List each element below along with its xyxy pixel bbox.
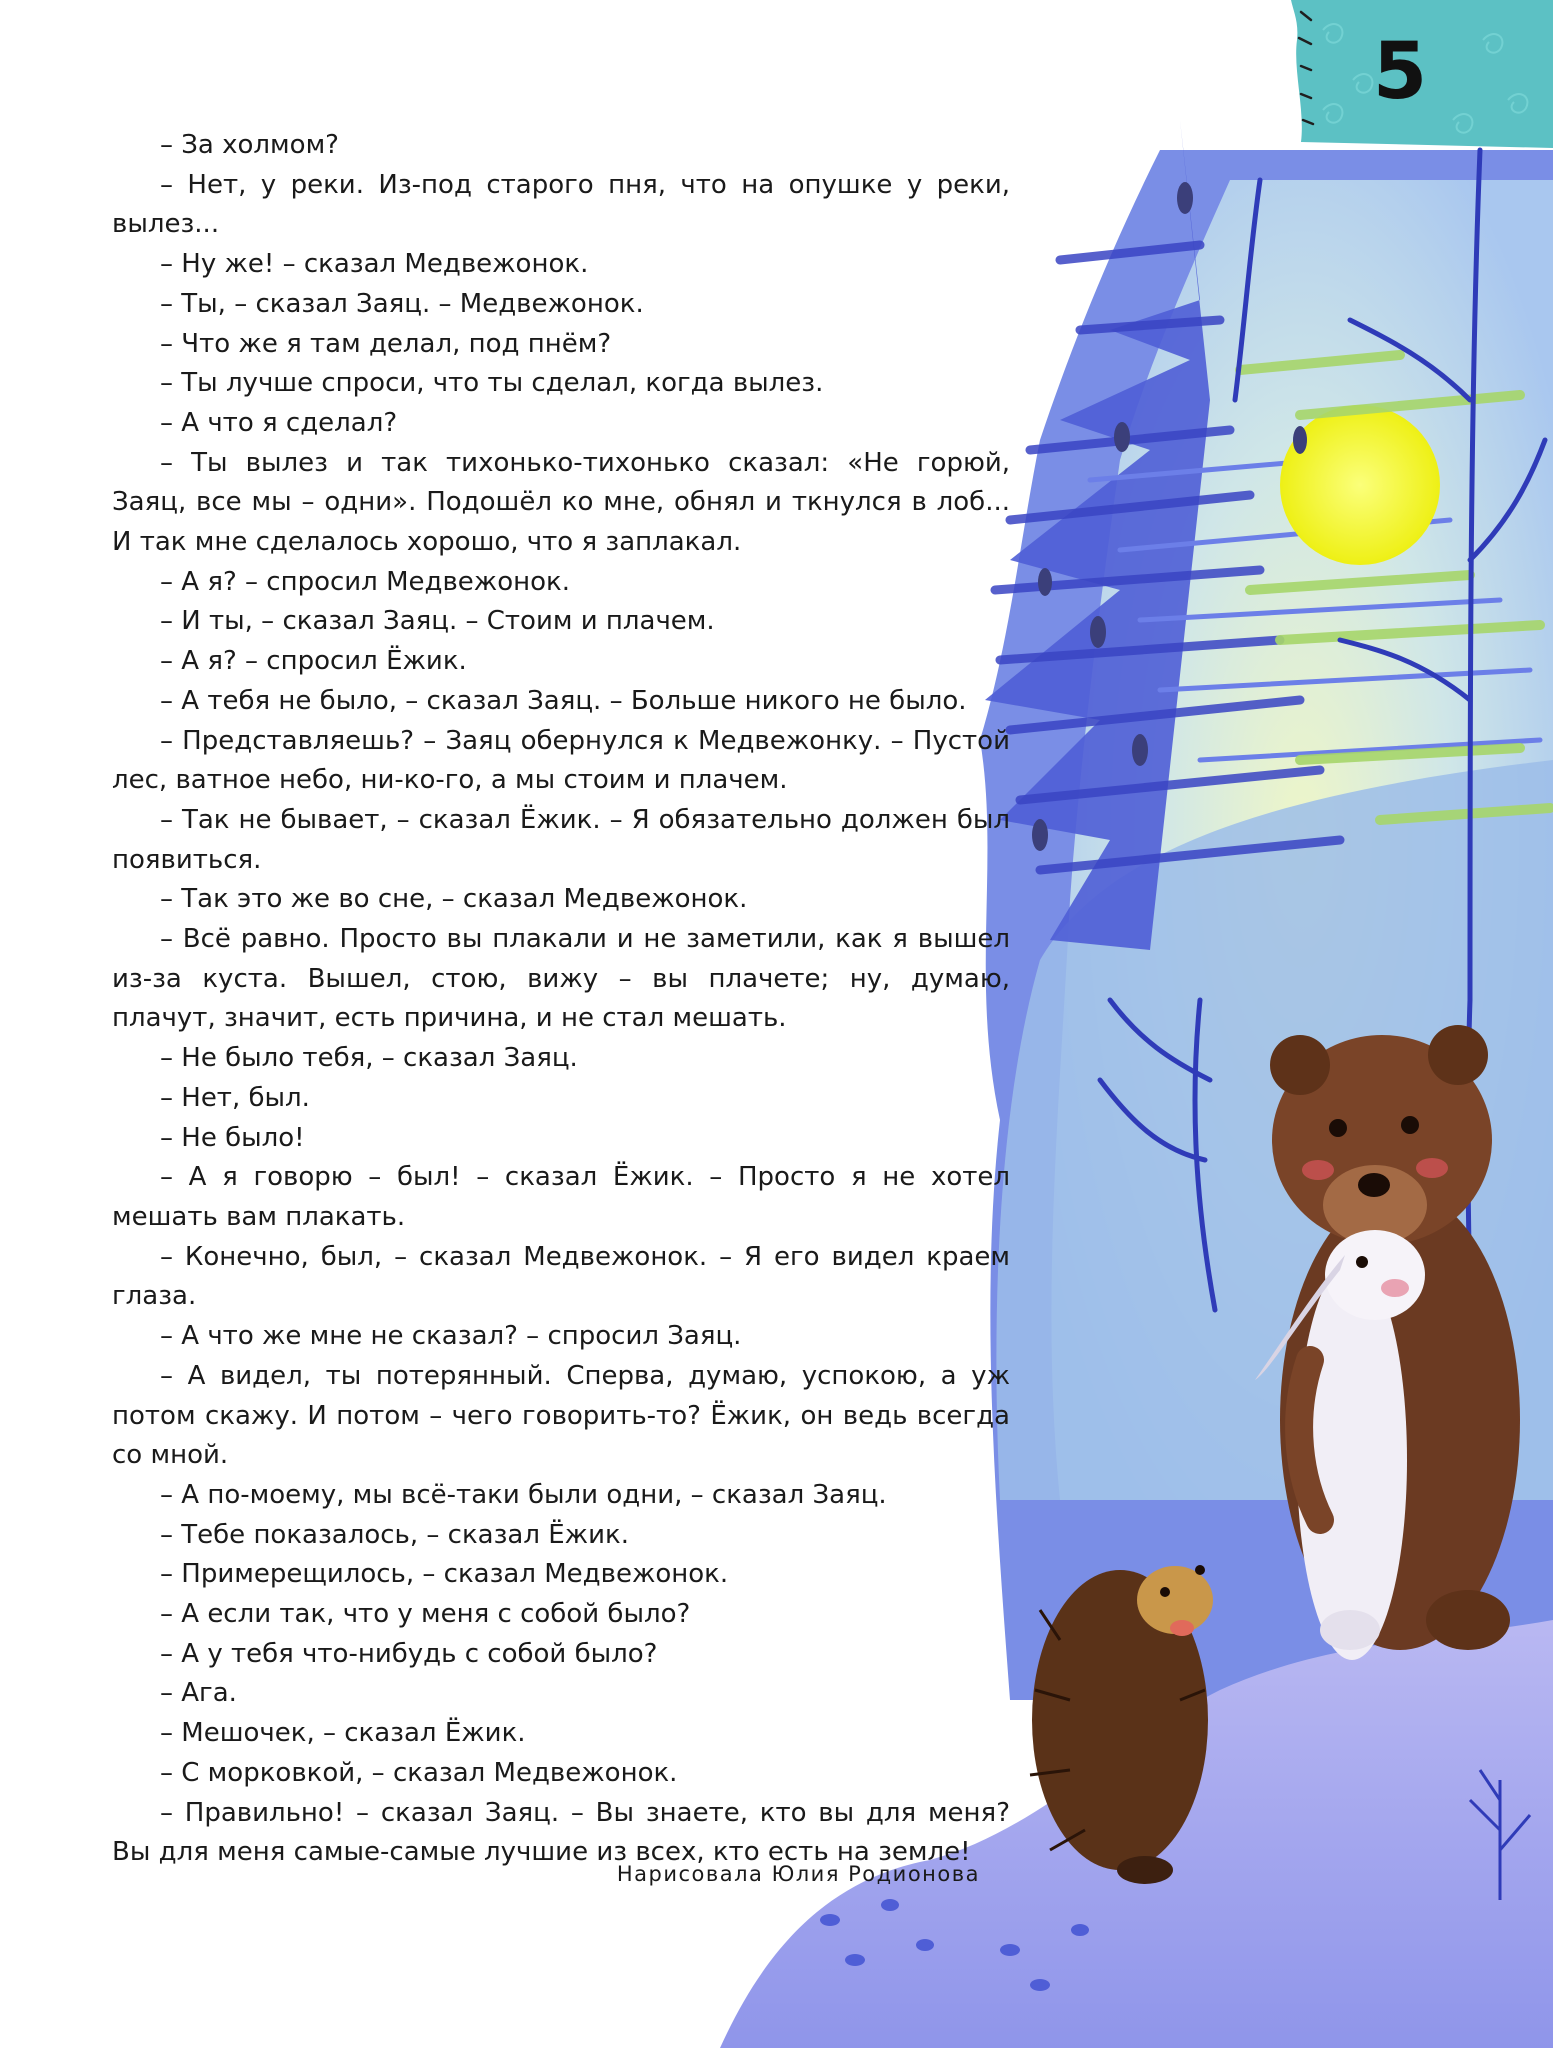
paragraph: – Тебе показалось, – сказал Ёжик. xyxy=(160,1519,629,1550)
paragraph: – А что я сделал? xyxy=(160,407,398,438)
paragraph: – А я говорю – был! – сказал Ёжик. – Просто я не хотел мешать вам плакать. xyxy=(112,1162,1010,1232)
paragraph: – Нет, у реки. Из-под старого пня, что на опушке у реки, вылез... xyxy=(112,169,1010,240)
paragraph: – Не было! xyxy=(160,1122,305,1153)
paragraph: – Ты лучше спроси, что ты сделал, когда вылез. xyxy=(160,368,824,399)
paragraph: – Представляешь? – Заяц обернулся к Медвежонку. – Пустой лес, ватное небо, ни-ко-го, а мы стоим и плачем. xyxy=(112,725,1010,796)
paragraph: – Примерещилось, – сказал Медвежонок. xyxy=(160,1559,729,1590)
paragraph: – Так не бывает, – сказал Ёжик. – Я обязательно должен был появиться. xyxy=(112,804,1010,875)
paragraph: – Ты, – сказал Заяц. – Медвежонок. xyxy=(160,288,644,319)
page-number: 5 xyxy=(1372,27,1428,117)
paragraph: – А что же мне не сказал? – спросил Заяц. xyxy=(160,1321,742,1352)
paragraph: – Ага. xyxy=(160,1678,237,1709)
paragraph: – И ты, – сказал Заяц. – Стоим и плачем. xyxy=(160,606,715,637)
paragraph: – Конечно, был, – сказал Медвежонок. – Я его видел краем глаза. xyxy=(112,1241,1010,1312)
paragraph: – Правильно! – сказал Заяц. – Вы знаете, кто вы для меня? Вы для меня самые-самые лучшие из всех, кто есть на земле! xyxy=(112,1797,1010,1868)
paragraph: – Ты вылез и так тихонько-тихонько сказал: «Не горюй, Заяц, все мы – одни». Подошёл ко мне, обнял и ткнулся в лоб... И так мне сделалось хорошо, что я заплакал. xyxy=(112,447,1010,558)
paragraph: – А если так, что у меня с собой было? xyxy=(160,1599,691,1630)
paragraph: – А тебя не было, – сказал Заяц. – Больше никого не было. xyxy=(160,685,967,716)
paragraph: – А у тебя что-нибудь с собой было? xyxy=(160,1638,658,1669)
paragraph: – Мешочек, – сказал Ёжик. xyxy=(160,1718,526,1749)
paragraph: – А видел, ты потерянный. Сперва, думаю, успокою, а уж потом скажу. И потом – чего говорить-то? Ёжик, он ведь всегда со мной. xyxy=(112,1360,1010,1471)
paragraph: – Ну же! – сказал Медвежонок. xyxy=(160,249,589,280)
paragraph: – Что же я там делал, под пнём? xyxy=(160,328,612,359)
story-text xyxy=(112,126,1010,1873)
paragraph: – С морковкой, – сказал Медвежонок. xyxy=(160,1757,678,1788)
illustrator-credit: Нарисовала Юлия Родионова xyxy=(616,1862,980,1886)
paragraph: – За холмом? xyxy=(160,130,339,160)
paragraph: – А я? – спросил Медвежонок. xyxy=(160,566,570,597)
paragraph: – Не было тебя, – сказал Заяц. xyxy=(160,1043,578,1074)
paragraph: – Всё равно. Просто вы плакали и не заметили, как я вышел из-за куста. Вышел, стою, вижу – вы плачете; ну, думаю, плачут, значит, есть причина, и не стал мешать. xyxy=(112,924,1010,1034)
paragraph: – А по-моему, мы всё-таки были одни, – сказал Заяц. xyxy=(160,1479,887,1510)
paragraph: – Так это же во сне, – сказал Медвежонок. xyxy=(160,884,748,915)
paragraph: – А я? – спросил Ёжик. xyxy=(160,646,467,677)
paragraph: – Нет, был. xyxy=(160,1082,310,1113)
